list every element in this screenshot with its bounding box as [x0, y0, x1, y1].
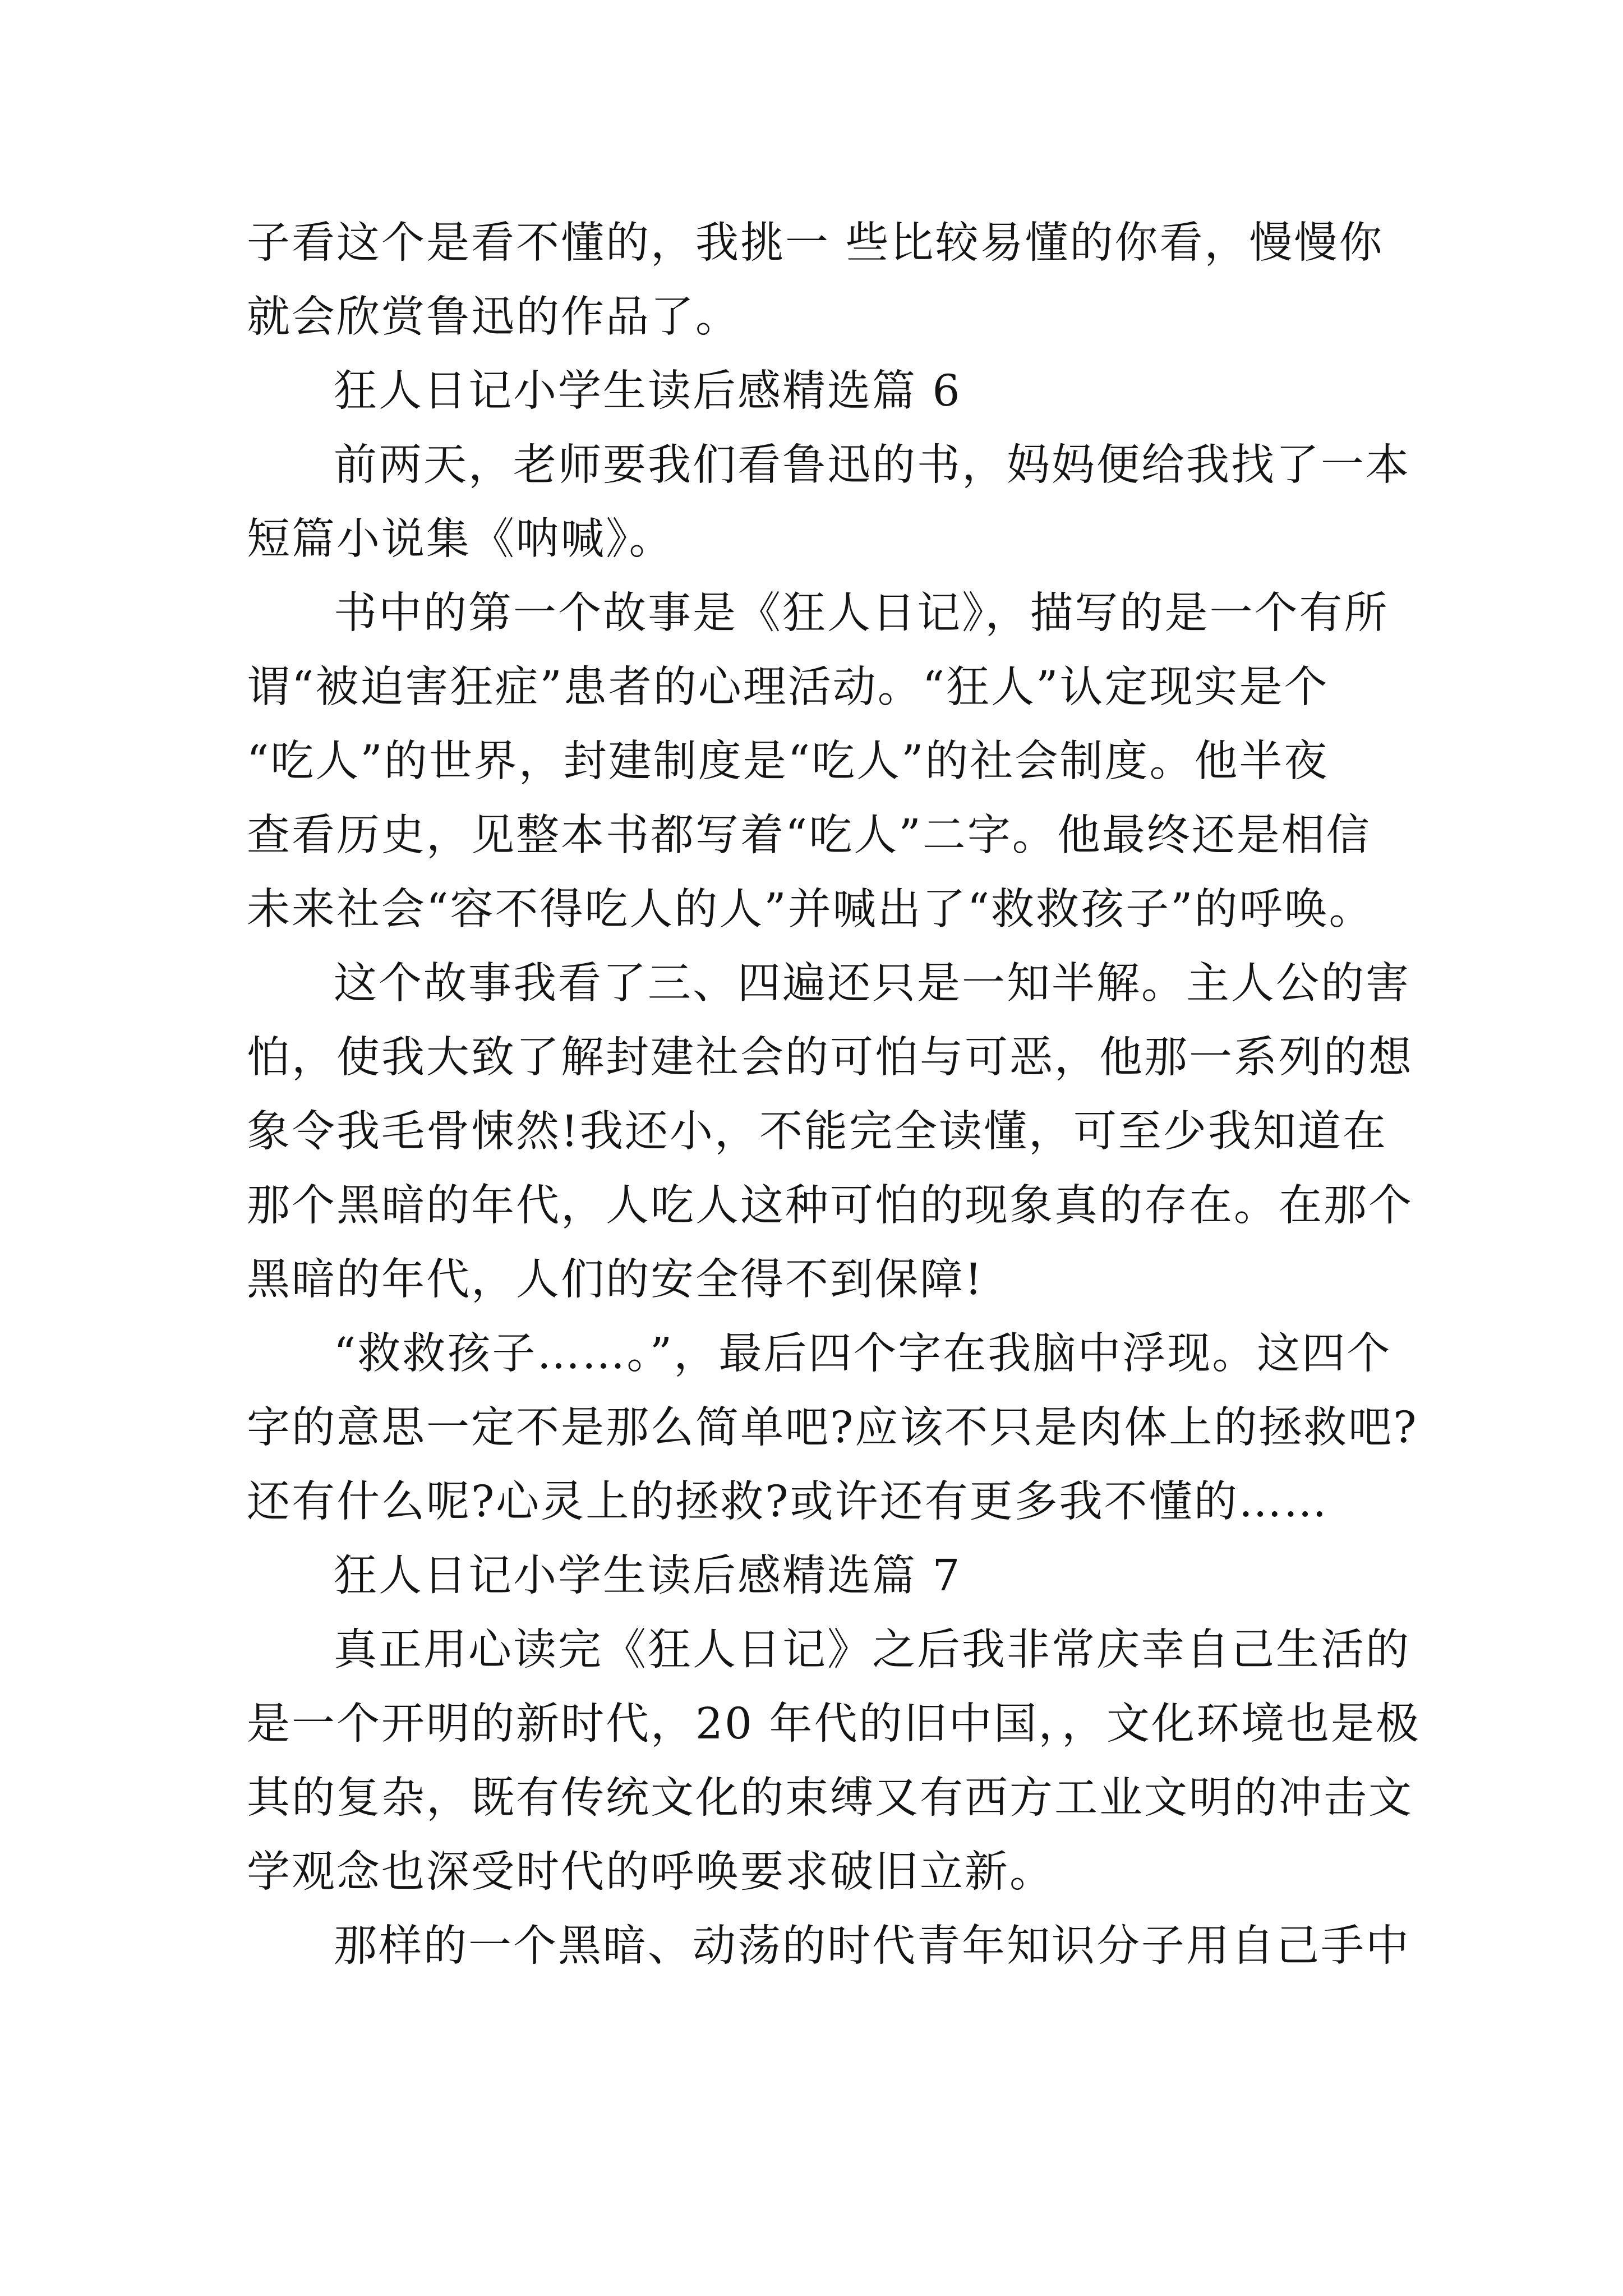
document-body [247, 206, 1421, 1984]
text-line: 字的意思一定不是那么简单吧?应该不只是肉体上的拯救吧? [247, 1403, 1418, 1453]
text-line: 象令我毛骨悚然!我还小，不能完全读懂，可至少我知道在 [247, 1107, 1387, 1157]
section-heading: 狂人日记小学生读后感精选篇 7 [334, 1551, 962, 1601]
section-heading: 狂人日记小学生读后感精选篇 6 [334, 366, 962, 416]
text-line: 那个黑暗的年代，人吃人这种可怕的现象真的存在。在那个 [247, 1181, 1413, 1231]
text-line: 其的复杂，既有传统文化的束缚又有西方工业文明的冲击文 [247, 1773, 1413, 1823]
text-line: “救救孩子……。”，最后四个字在我脑中浮现。这四个 [334, 1329, 1392, 1379]
text-line: 子看这个是看不懂的，我挑一 些比较易懂的你看，慢慢你 [247, 218, 1384, 268]
text-line: 是一个开明的新时代，20 年代的旧中国，，文化环境也是极 [247, 1699, 1421, 1749]
text-line: 那样的一个黑暗、动荡的时代青年知识分子用自己手中 [334, 1921, 1410, 1971]
text-line: 真正用心读完《狂人日记》之后我非常庆幸自己生活的 [334, 1625, 1410, 1675]
text-line: 查看历史，见整本书都写着“吃人”二字。他最终还是相信 [247, 811, 1371, 861]
text-line: 这个故事我看了三、四遍还只是一知半解。主人公的害 [334, 959, 1410, 1009]
text-line: 就会欣赏鲁迅的作品了。 [247, 292, 740, 342]
text-line: 书中的第一个故事是《狂人日记》，描写的是一个有所 [334, 588, 1389, 638]
text-line: 短篇小说集《呐喊》。 [247, 514, 674, 564]
text-line: 还有什么呢?心灵上的拯救?或许还有更多我不懂的…… [247, 1477, 1329, 1527]
text-line: 未来社会“容不得吃人的人”并喊出了“救救孩子”的呼唤。 [247, 885, 1374, 935]
text-line: 黑暗的年代，人们的安全得不到保障! [247, 1255, 984, 1305]
text-line: “吃人”的世界，封建制度是“吃人”的社会制度。他半夜 [247, 737, 1329, 786]
text-line: 怕，使我大致了解封建社会的可怕与可恶，他那一系列的想 [247, 1033, 1413, 1083]
text-line: 谓“被迫害狂症”患者的心理活动。“狂人”认定现实是个 [247, 662, 1329, 712]
text-line: 学观念也深受时代的呼唤要求破旧立新。 [247, 1847, 1054, 1897]
text-line: 前两天，老师要我们看鲁迅的书，妈妈便给我找了一本 [334, 440, 1410, 490]
